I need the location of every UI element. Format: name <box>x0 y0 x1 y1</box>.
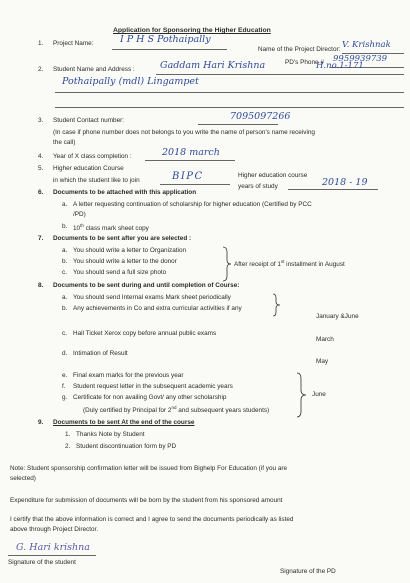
during-g2-superscript: nd <box>171 405 177 410</box>
during-e-text: Final exam marks for the previous year <box>73 372 184 379</box>
after-note-superscript: st <box>280 259 285 264</box>
course-line <box>160 184 230 185</box>
during-efg-brace <box>296 372 308 418</box>
after-a-text: You should write a letter to Organization <box>73 247 187 254</box>
years-line <box>288 189 378 190</box>
during-a-text: You should send Internal exams Mark sheet periodically <box>73 294 231 301</box>
during-g-text-2 <box>83 406 269 415</box>
student-name-value: Gaddam Hari Krishna <box>160 60 266 71</box>
during-b-letter: b. <box>62 305 68 312</box>
pd-phone-value: 9959939739 <box>333 54 388 64</box>
after-selection-note <box>234 260 345 269</box>
after-b-letter: b. <box>62 258 68 265</box>
during-ab-brace <box>272 293 282 317</box>
student-signature-line <box>8 555 96 556</box>
declaration: I certify that the above information is correct and I agree to send the documents periodically as listed <box>10 516 294 523</box>
note-confirmation-2: selected) <box>10 475 36 482</box>
doc-b-grade: 10 <box>73 225 81 233</box>
address-line-1 <box>55 92 404 93</box>
item-number-2: 2. <box>38 66 44 73</box>
during-g-letter: g. <box>62 394 68 401</box>
during-f-text: Student request letter in the subsequent academic years <box>73 383 233 390</box>
after-b-text: You should write a letter to the donor <box>73 258 177 265</box>
year-x-line <box>145 160 235 161</box>
during-a-letter: a. <box>62 294 68 301</box>
pd-phone-label: PD's Phone # <box>285 59 324 66</box>
years-label: Higher education course <box>238 172 308 179</box>
during-d-letter: d. <box>62 350 68 357</box>
contact-line <box>198 124 278 125</box>
note-confirmation: Note: Student sponsorship confirmation letter will be issued from Bighelp For Education (if you are <box>10 465 288 472</box>
higher-ed-label: Higher education Course <box>53 165 124 172</box>
item-number-1: 1. <box>38 40 44 47</box>
during-e-letter: e. <box>62 372 68 379</box>
during-g2-text: (Duly certified by Principal for 2 <box>83 407 172 415</box>
note-expenditure: Expenditure for submission of documents will be born by the student from his sponsored amount <box>10 497 283 504</box>
month-jan-june: January &June <box>316 313 359 320</box>
contact-note-2: the call) <box>53 139 76 146</box>
end-item-2-number: 2. <box>65 443 71 450</box>
year-x-value: 2018 march <box>162 147 220 158</box>
student-name-label: Student Name and Address : <box>53 66 135 73</box>
item-number-8: 8. <box>38 282 44 289</box>
address-line-2 <box>55 107 404 108</box>
contact-value: 7095097266 <box>230 111 291 122</box>
doc-a-text-2: /PD) <box>73 211 86 218</box>
end-course-label: Documents to be sent At the end of the course <box>53 419 195 426</box>
during-c-letter: c. <box>62 330 67 337</box>
after-note-rest: installment in August <box>284 261 345 269</box>
during-g2-rest: and subsequent years students) <box>176 407 270 415</box>
during-g-text: Certificate for non availing Govt/ any other scholarship <box>73 394 227 401</box>
years-label-2: years of study <box>238 183 278 190</box>
doc-b-superscript: th <box>80 223 84 228</box>
doc-b-rest: class mark sheet copy <box>83 225 149 233</box>
month-march: March <box>316 336 334 343</box>
contact-note: (In case if phone number does not belongs to you write the name of person's name receiving <box>53 129 315 136</box>
after-selection-label: Documents to be sent after you are selected : <box>53 235 192 242</box>
after-selection-brace <box>222 246 232 282</box>
after-c-text: You should send a full size photo <box>73 269 167 276</box>
student-house-number: H.no.1-171 <box>316 61 364 71</box>
project-director-value: V. Krishnak <box>342 40 391 50</box>
project-name-label: Project Name: <box>53 40 94 47</box>
student-address-value: Pothaipally (mdl) Lingampet <box>62 76 199 87</box>
item-number-6: 6. <box>38 189 44 196</box>
form-title: Application for Sponsoring the Higher Education <box>113 27 271 34</box>
end-item-1-number: 1. <box>65 431 71 438</box>
doc-b-letter: b. <box>62 223 68 230</box>
item-number-7: 7. <box>38 235 44 242</box>
pd-signature-label: Signature of the PD <box>280 568 336 575</box>
during-c-text: Hall Ticket Xerox copy before annual public exams <box>73 330 217 337</box>
higher-ed-label-2: in which the student like to join <box>53 177 140 184</box>
item-number-3: 3. <box>38 117 44 124</box>
contact-label: Student Contact number: <box>53 117 125 124</box>
student-signature-label: Signature of the student <box>8 559 76 566</box>
after-a-letter: a. <box>62 247 68 254</box>
documents-label: Documents to be attached with this application <box>53 189 197 196</box>
during-b-text: Any achievements in Co and extra curricular activities if any <box>73 305 242 312</box>
project-name-line <box>112 49 227 50</box>
course-value: BIPC <box>172 171 204 182</box>
student-name-line <box>156 74 404 75</box>
year-x-label: Year of X class completion : <box>53 153 132 160</box>
doc-a-letter: a. <box>62 201 68 208</box>
end-item-2-text: Student discontinuation form by PD <box>76 443 177 450</box>
after-c-letter: c. <box>62 269 67 276</box>
doc-a-text: A letter requesting continuation of scholarship for higher education (Certified by PCC <box>73 201 312 208</box>
years-value: 2018 - 19 <box>322 177 368 188</box>
item-number-4: 4. <box>38 153 44 160</box>
after-note-text: After receipt of 1 <box>234 261 281 269</box>
student-signature: G. Hari krishna <box>16 542 90 553</box>
during-f-letter: f. <box>62 383 66 390</box>
declaration-2: above through Project Director. <box>10 526 99 533</box>
project-name-value: I P H S Pothaipally <box>120 34 211 45</box>
month-may: May <box>316 358 329 365</box>
project-director-label: Name of the Project Director: <box>258 46 341 53</box>
month-june: June <box>312 391 326 398</box>
doc-b-text <box>73 224 149 233</box>
during-course-label: Documents to be sent during and until completion of Course: <box>53 282 240 289</box>
item-number-9: 9. <box>38 419 44 426</box>
end-item-1-text: Thanks Note by Student <box>76 431 145 438</box>
during-d-text: Intimation of Result <box>73 350 128 357</box>
item-number-5: 5. <box>38 165 44 172</box>
